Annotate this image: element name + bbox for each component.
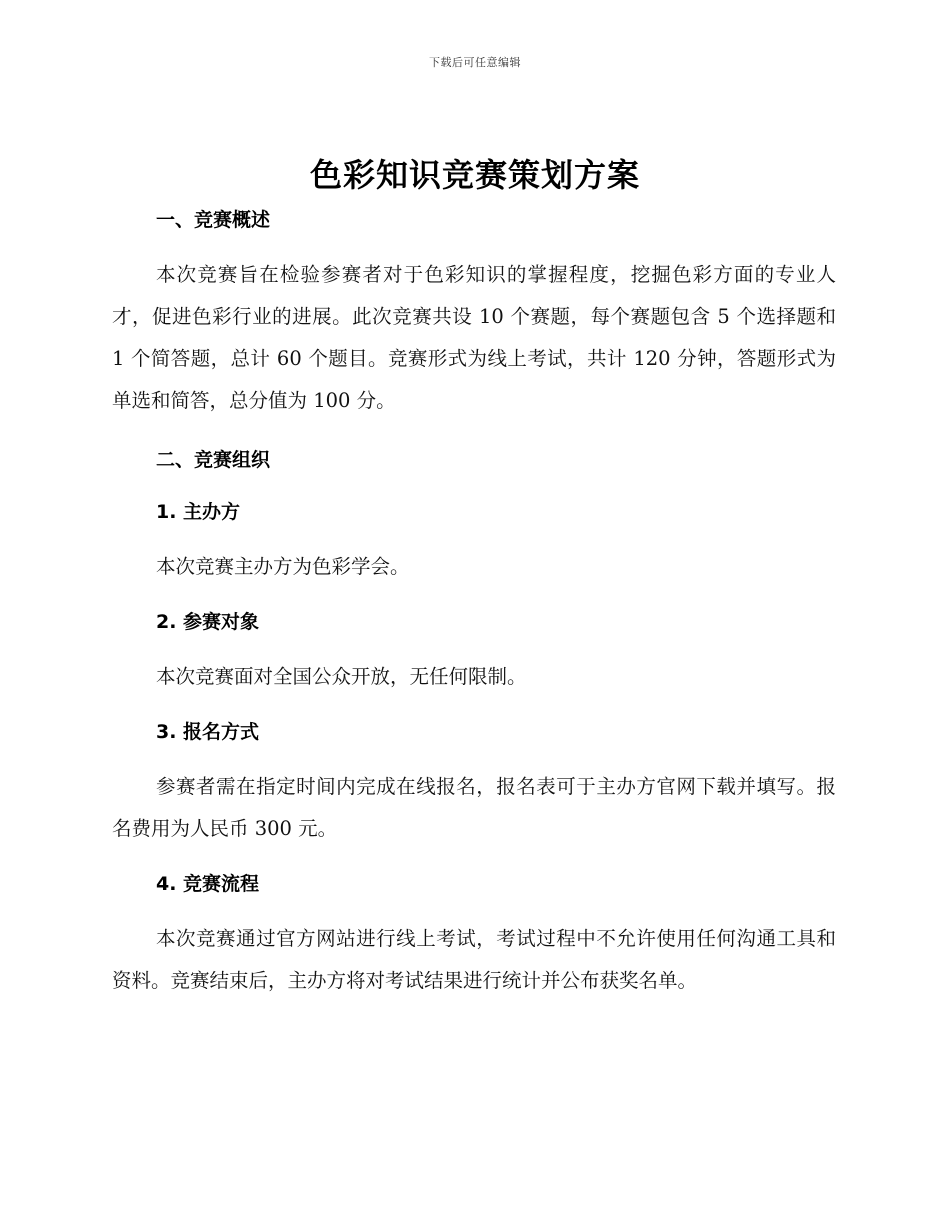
header-note: 下载后可任意编辑 <box>429 56 521 69</box>
section-heading-overview: 一、竞赛概述 <box>156 209 271 231</box>
participants-paragraph: 本次竞赛面对全国公众开放，无任何限制。 <box>156 665 527 688</box>
subheading-process: 4. 竞赛流程 <box>156 873 260 895</box>
document-body <box>112 202 836 1002</box>
overview-paragraph: 本次竞赛旨在检验参赛者对于色彩知识的掌握程度，挖掘色彩方面的专业人才，促进色彩行业的进展。此次竞赛共设 10 个赛题，每个赛题包含 5 个选择题和 1 个简答题，总计 60 个题目。竞赛形式为线上考试，共计 120 分钟，答题形式为单选和简答，总分值为 100 分。 <box>112 263 836 412</box>
process-paragraph: 本次竞赛通过官方网站进行线上考试，考试过程中不允许使用任何沟通工具和资料。竞赛结束后，主办方将对考试结果进行统计并公布获奖名单。 <box>112 927 836 992</box>
registration-paragraph: 参赛者需在指定时间内完成在线报名，报名表可于主办方官网下载并填写。报名费用为人民币 300 元。 <box>112 775 836 840</box>
subheading-participants: 2. 参赛对象 <box>156 611 260 633</box>
subheading-registration: 3. 报名方式 <box>156 721 260 743</box>
document-title: 色彩知识竞赛策划方案 <box>309 156 640 194</box>
subheading-organizer: 1. 主办方 <box>156 501 241 523</box>
section-heading-organization: 二、竞赛组织 <box>156 449 271 471</box>
organizer-paragraph: 本次竞赛主办方为色彩学会。 <box>156 555 410 578</box>
